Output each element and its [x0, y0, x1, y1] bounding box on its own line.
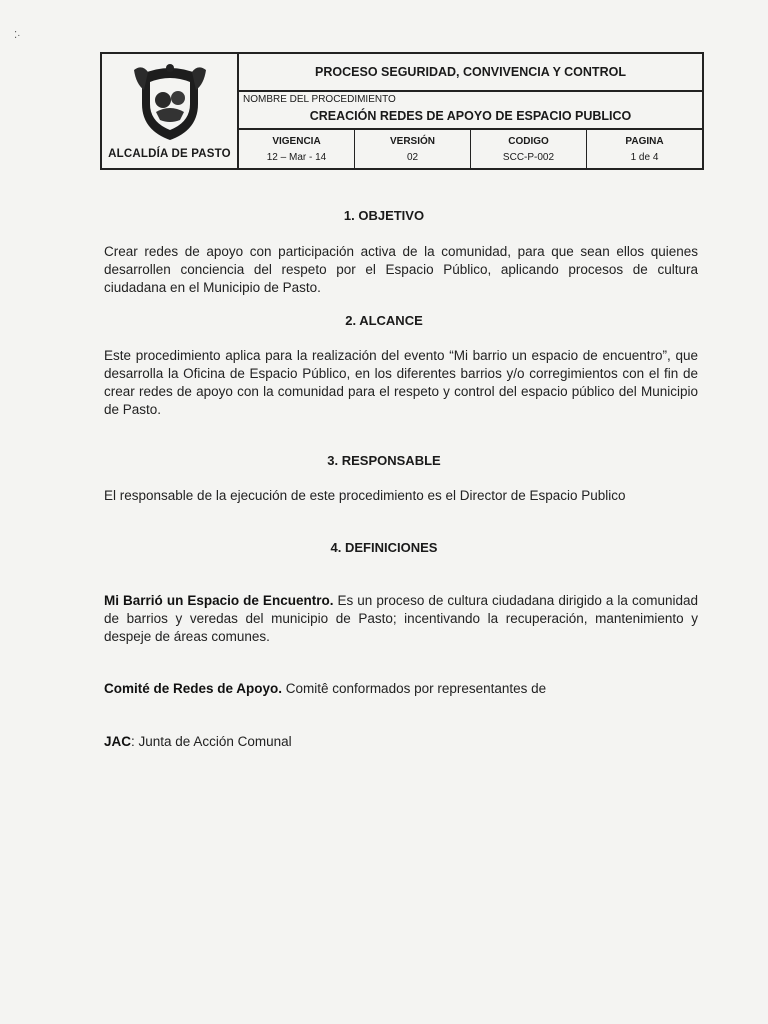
- scan-speck: ⁚·: [14, 30, 21, 41]
- definition-text: Comitê conformados por representantes de: [282, 681, 547, 696]
- section-title-definiciones: 4. DEFINICIONES: [330, 540, 438, 555]
- document-header: [100, 52, 704, 170]
- definition-item: [104, 733, 698, 751]
- coat-of-arms-icon: [130, 60, 210, 142]
- section-title-responsable: 3. RESPONSABLE: [327, 453, 441, 468]
- meta-label: CODIGO: [508, 135, 549, 147]
- meta-version: [355, 130, 471, 168]
- definition-item: [104, 592, 698, 646]
- procedure-name: CREACIÓN REDES DE APOYO DE ESPACIO PUBLICO: [309, 109, 632, 123]
- meta-label: PAGINA: [625, 135, 664, 147]
- section-title-alcance: 2. ALCANCE: [345, 313, 423, 328]
- header-info: [239, 54, 702, 168]
- definition-text: : Junta de Acción Comunal: [131, 734, 292, 749]
- logo-cell: [102, 54, 239, 168]
- process-title: PROCESO SEGURIDAD, CONVIVENCIA Y CONTROL: [239, 54, 702, 92]
- meta-label: VIGENCIA: [272, 135, 321, 147]
- meta-row: [239, 130, 702, 168]
- definition-term: Comité de Redes de Apoyo.: [104, 681, 283, 696]
- procedure-row: [239, 92, 702, 130]
- meta-value: 12 – Mar - 14: [266, 151, 327, 163]
- procedure-label: NOMBRE DEL PROCEDIMIENTO: [243, 94, 396, 105]
- section-title-objetivo: 1. OBJETIVO: [343, 208, 425, 223]
- meta-vigencia: [239, 130, 355, 168]
- meta-codigo: [471, 130, 587, 168]
- definition-item: [104, 680, 698, 698]
- definition-term: Mi Barrió un Espacio de Encuentro.: [104, 593, 334, 608]
- meta-value: SCC-P-002: [502, 151, 555, 163]
- meta-value: 02: [406, 151, 419, 163]
- meta-value: 1 de 4: [630, 151, 659, 163]
- objetivo-text: Crear redes de apoyo con participación activa de la comunidad, para que sean ellos quienes desarrollen conciencia del respeto por el Espacio Público, aplicando procesos de cultura ciudadana en el Municipio de Pasto.: [104, 244, 698, 295]
- definition-text: Es un proceso de cultura ciudadana dirigido a la comunidad de barrios y veredas del municipio de Pasto; incentivando la recuperación, mantenimiento y despeje de áreas comunes.: [104, 593, 698, 644]
- meta-pagina: [587, 130, 702, 168]
- definition-term: JAC: [104, 734, 132, 749]
- alcance-text: Este procedimiento aplica para la realización del evento “Mi barrio un espacio de encuentro”, que desarrolla la Oficina de Espacio Público, en los diferentes barrios y/o corregimientos con el fin de crear redes de apoyo con la comunidad para el respeto y control del espacio público del Municipio de Pasto.: [104, 348, 698, 417]
- responsable-text: El responsable de la ejecución de este procedimiento es el Director de Espacio Publico: [104, 488, 626, 503]
- meta-label: VERSIÓN: [389, 135, 435, 147]
- org-name: ALCALDÍA DE PASTO: [108, 148, 231, 160]
